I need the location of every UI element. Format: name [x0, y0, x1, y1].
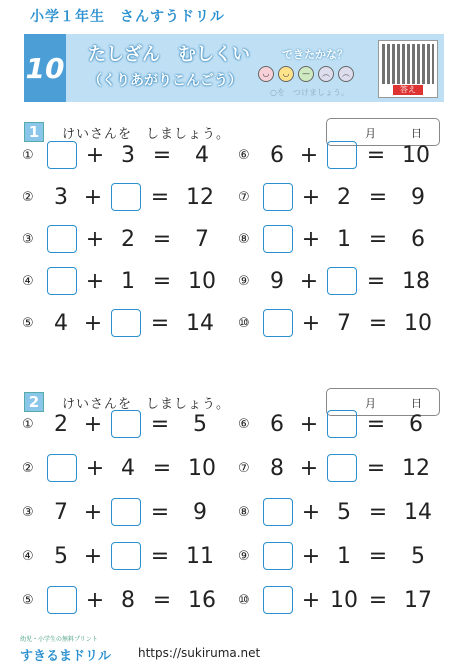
section-number: 2 [24, 392, 44, 412]
problem-row [22, 180, 224, 214]
problem-row [238, 138, 440, 172]
problem-row [22, 539, 224, 573]
plus-sign: + [301, 184, 321, 210]
number: 9 [193, 499, 207, 525]
plus-sign: + [83, 184, 103, 210]
problem-index: ⑧ [238, 231, 250, 247]
problem-row [22, 451, 226, 485]
equals-sign: = [150, 184, 170, 210]
number: 6 [270, 411, 284, 437]
number: 8 [121, 587, 135, 613]
equals-sign: = [368, 543, 388, 569]
day-label: 日 [411, 397, 422, 410]
number: 11 [186, 543, 214, 569]
problem-index: ⑦ [238, 460, 250, 476]
problem-index: ⑤ [22, 315, 34, 331]
problem-index: ② [22, 460, 34, 476]
problem-row [238, 264, 440, 298]
answer-box[interactable] [47, 141, 77, 169]
plus-sign: + [83, 310, 103, 336]
plus-sign: + [85, 455, 105, 481]
answer-box[interactable] [263, 225, 293, 253]
answer-box[interactable] [327, 141, 357, 169]
frown-face-icon[interactable]: ︵ [318, 66, 334, 82]
problem-row [22, 407, 224, 441]
equals-sign: = [366, 455, 386, 481]
equals-sign: = [150, 310, 170, 336]
number: 3 [121, 142, 135, 168]
answer-box[interactable] [47, 586, 77, 614]
problem-row [238, 583, 442, 617]
plus-sign: + [299, 142, 319, 168]
equals-sign: = [150, 543, 170, 569]
plus-sign: + [301, 587, 321, 613]
number: 14 [186, 310, 214, 336]
plus-sign: + [301, 310, 321, 336]
answer-box[interactable] [47, 225, 77, 253]
month-label: 月 [365, 127, 376, 140]
number: 2 [121, 226, 135, 252]
problem-index: ⑨ [238, 273, 250, 289]
equals-sign: = [366, 411, 386, 437]
number: 5 [193, 411, 207, 437]
series-title: 小学１年生 さんすうドリル [30, 9, 225, 25]
sad-face-icon[interactable]: ︵ [338, 66, 354, 82]
problem-index: ⑩ [238, 315, 250, 331]
problem-row [22, 222, 226, 256]
equals-sign: = [368, 226, 388, 252]
drill-subtitle: （くりあがりこんごう） [88, 73, 242, 89]
number: 14 [404, 499, 432, 525]
problem-row [238, 180, 442, 214]
answer-box[interactable] [111, 410, 141, 438]
number: 10 [188, 268, 216, 294]
problem-index: ⑦ [238, 189, 250, 205]
number: 16 [188, 587, 216, 613]
plus-sign: + [85, 142, 105, 168]
equals-sign: = [366, 268, 386, 294]
problem-index: ④ [22, 273, 34, 289]
plus-sign: + [299, 268, 319, 294]
plus-sign: + [85, 226, 105, 252]
number: 4 [54, 310, 68, 336]
answer-box[interactable] [263, 309, 293, 337]
number: 1 [337, 226, 351, 252]
number: 17 [404, 587, 432, 613]
self-check-faces [258, 66, 354, 82]
number: 10 [404, 310, 432, 336]
problem-row [22, 306, 224, 340]
self-check-label: できたかな？ [282, 48, 348, 61]
number: 6 [409, 411, 423, 437]
number: 4 [195, 142, 209, 168]
number: 12 [402, 455, 430, 481]
number: 12 [186, 184, 214, 210]
answer-box[interactable] [111, 498, 141, 526]
circle-note: ○を つけましょう。 [270, 88, 349, 97]
answer-box[interactable] [111, 542, 141, 570]
problem-row [238, 539, 442, 573]
number: 5 [337, 499, 351, 525]
problem-index: ⑧ [238, 504, 250, 520]
plus-sign: + [299, 411, 319, 437]
number: 10 [188, 455, 216, 481]
problem-row [238, 451, 440, 485]
plus-sign: + [85, 268, 105, 294]
number: 9 [411, 184, 425, 210]
problem-index: ⑩ [238, 592, 250, 608]
equals-sign: = [368, 499, 388, 525]
number: 5 [54, 543, 68, 569]
plus-sign: + [83, 543, 103, 569]
number: 10 [330, 587, 358, 613]
problem-index: ⑥ [238, 147, 250, 163]
big-smile-face-icon[interactable]: ◡ [258, 66, 274, 82]
problem-index: ① [22, 416, 34, 432]
number: 4 [121, 455, 135, 481]
problem-index: ③ [22, 504, 34, 520]
site-logo[interactable]: すきるまドリル [20, 649, 112, 664]
number: 7 [54, 499, 68, 525]
answer-qr-code[interactable] [378, 40, 438, 98]
answer-box[interactable] [263, 498, 293, 526]
answer-box[interactable] [47, 267, 77, 295]
number: 2 [337, 184, 351, 210]
number: 2 [54, 411, 68, 437]
problem-row [22, 583, 226, 617]
problem-index: ① [22, 147, 34, 163]
equals-sign: = [152, 268, 172, 294]
number: 1 [337, 543, 351, 569]
answer-box[interactable] [263, 586, 293, 614]
equals-sign: = [368, 587, 388, 613]
problem-index: ② [22, 189, 34, 205]
number: 18 [402, 268, 430, 294]
problem-row [238, 495, 442, 529]
problem-index: ⑥ [238, 416, 250, 432]
answer-box[interactable] [327, 267, 357, 295]
answer-box[interactable] [327, 410, 357, 438]
answer-box[interactable] [111, 183, 141, 211]
problem-row [238, 222, 442, 256]
section-instruction: けいさんを しましょう。 [62, 397, 231, 412]
problem-row [22, 495, 224, 529]
qr-pattern-icon [382, 44, 434, 84]
answer-label: 答え [393, 85, 423, 95]
number: 3 [54, 184, 68, 210]
plus-sign: + [85, 587, 105, 613]
number: 7 [195, 226, 209, 252]
equals-sign: = [368, 310, 388, 336]
neutral-face-icon[interactable]: — [298, 66, 314, 82]
plus-sign: + [83, 499, 103, 525]
section-instruction: けいさんを しましょう。 [62, 127, 231, 142]
smile-face-icon[interactable]: ◡ [278, 66, 294, 82]
plus-sign: + [301, 226, 321, 252]
equals-sign: = [366, 142, 386, 168]
number: 5 [411, 543, 425, 569]
drill-number: 10 [24, 34, 66, 102]
answer-box[interactable] [263, 542, 293, 570]
section-number: 1 [24, 122, 44, 142]
equals-sign: = [152, 226, 172, 252]
footer-tagline: 幼児・小学生の無料プリント [20, 636, 98, 643]
problem-row [22, 138, 226, 172]
problem-row [22, 264, 226, 298]
number: 6 [411, 226, 425, 252]
equals-sign: = [368, 184, 388, 210]
equals-sign: = [152, 455, 172, 481]
problem-index: ⑨ [238, 548, 250, 564]
equals-sign: = [150, 411, 170, 437]
answer-box[interactable] [263, 183, 293, 211]
plus-sign: + [301, 543, 321, 569]
equals-sign: = [150, 499, 170, 525]
number: 9 [270, 268, 284, 294]
answer-box[interactable] [111, 309, 141, 337]
site-url[interactable]: https://sukiruma.net [138, 646, 261, 660]
number: 7 [337, 310, 351, 336]
answer-box[interactable] [47, 454, 77, 482]
problem-row [238, 306, 442, 340]
day-label: 日 [411, 127, 422, 140]
month-label: 月 [365, 397, 376, 410]
number: 8 [270, 455, 284, 481]
number: 1 [121, 268, 135, 294]
problem-index: ③ [22, 231, 34, 247]
problem-index: ④ [22, 548, 34, 564]
plus-sign: + [83, 411, 103, 437]
plus-sign: + [301, 499, 321, 525]
answer-box[interactable] [327, 454, 357, 482]
plus-sign: + [299, 455, 319, 481]
number: 6 [270, 142, 284, 168]
number: 10 [402, 142, 430, 168]
problem-index: ⑤ [22, 592, 34, 608]
equals-sign: = [152, 587, 172, 613]
drill-title: たしざん むしくい [88, 44, 250, 65]
equals-sign: = [152, 142, 172, 168]
problem-row [238, 407, 440, 441]
